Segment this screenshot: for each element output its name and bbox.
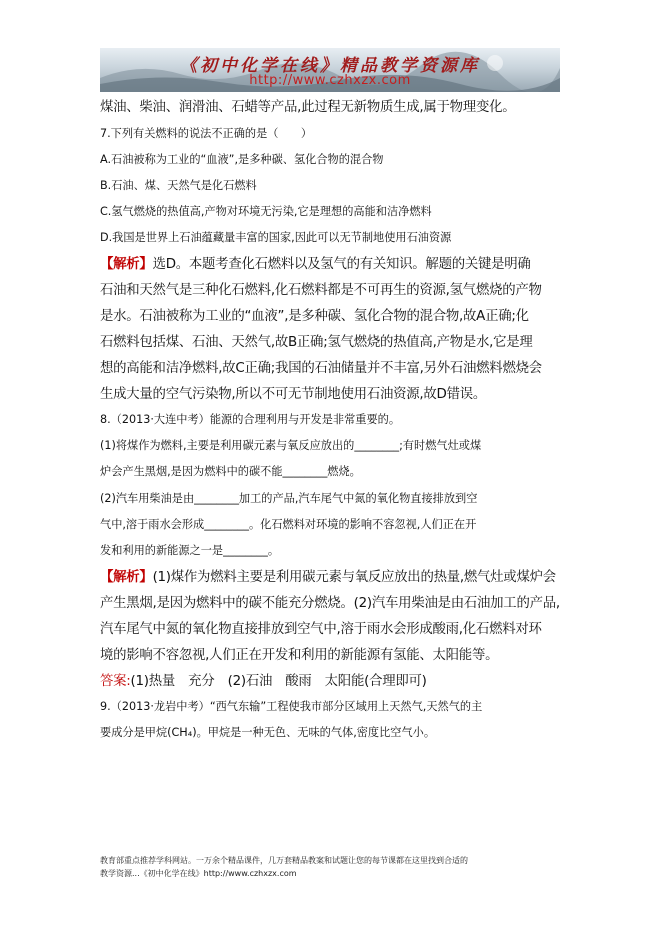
question-8-line: (1)将煤作为燃料,主要是利用碳元素与氧反应放出的________;有时燃气灶或煤 (100, 439, 482, 452)
analysis-label: 【解析】 (100, 570, 153, 585)
analysis-2-line (100, 566, 556, 585)
header-banner (100, 48, 560, 92)
option-d: D.我国是世界上石油蕴藏量丰富的国家,因此可以无节制地使用石油资源 (100, 231, 452, 244)
analysis-label: 【解析】 (100, 257, 153, 272)
banner-url[interactable]: http://www.czhxzx.com (249, 73, 411, 88)
option-b: B.石油、煤、天然气是化石燃料 (100, 179, 257, 192)
analysis-2-line: 产生黑烟,是因为燃料中的碳不能充分燃烧。(2)汽车用柴油是由石油加工的产品, (100, 596, 560, 611)
question-8-line: 气中,溶于雨水会形成________。化石燃料对环境的影响不容忽视,人们正在开 (100, 518, 477, 531)
analysis-1-line: 石油和天然气是三种化石燃料,化石燃料都是不可再生的资源,氢气燃烧的产物 (100, 283, 542, 298)
analysis-1-line (100, 253, 531, 272)
question-8-line: 发和利用的新能源之一是________。 (100, 544, 280, 557)
answer-label: 答案: (100, 674, 131, 689)
analysis-2-text: (1)煤作为燃料主要是利用碳元素与氧反应放出的热量,燃气灶或煤炉会 (152, 570, 556, 585)
analysis-2-line: 境的影响不容忽视,人们正在开发和利用的新能源有氢能、太阳能等。 (100, 648, 499, 663)
banner-title: 《初中化学在线》精品教学资源库 (180, 56, 480, 76)
question-8-line: (2)汽车用柴油是由________加工的产品,汽车尾气中氮的氧化物直接排放到空 (100, 492, 478, 505)
analysis-1-line: 生成大量的空气污染物,所以不可无节制地使用石油资源,故D错误。 (100, 387, 487, 402)
footer-line: 教育部重点推荐学科网站。一万余个精品课件，几万套精品教案和试题让您的每节课都在这里找到合适的 (100, 856, 468, 865)
question-8: 8.（2013·大连中考）能源的合理利用与开发是非常重要的。 (100, 413, 401, 426)
answer-line (100, 670, 427, 689)
question-9: 9.（2013·龙岩中考）“西气东输”工程使我市部分区域用上天然气,天然气的主 (100, 700, 483, 713)
text-line: 煤油、柴油、润滑油、石蜡等产品,此过程无新物质生成,属于物理变化。 (100, 100, 516, 115)
analysis-1-line: 想的高能和洁净燃料,故C正确;我国的石油储量并不丰富,另外石油燃料燃烧会 (100, 361, 542, 376)
footer-line: 教学资源...《初中化学在线》http://www.czhxzx.com (100, 869, 297, 878)
option-a: A.石油被称为工业的“血液”,是多种碳、氢化合物的混合物 (100, 153, 384, 166)
analysis-1-line: 是水。石油被称为工业的“血液”,是多种碳、氢化合物的混合物,故A正确;化 (100, 309, 529, 324)
analysis-1-text: 选D。本题考查化石燃料以及氢气的有关知识。解题的关键是明确 (152, 257, 531, 272)
answer-text: (1)热量 充分 (2)石油 酸雨 太阳能(合理即可) (130, 674, 427, 689)
question-9-line: 要成分是甲烷(CH₄)。甲烷是一种无色、无味的气体,密度比空气小。 (100, 726, 436, 739)
analysis-2-line: 汽车尾气中氮的氧化物直接排放到空气中,溶于雨水会形成酸雨,化石燃料对环 (100, 622, 542, 637)
option-c: C.氢气燃烧的热值高,产物对环境无污染,它是理想的高能和洁净燃料 (100, 205, 432, 218)
question-8-line: 炉会产生黑烟,是因为燃料中的碳不能________燃烧。 (100, 465, 361, 478)
question-7: 7.下列有关燃料的说法不正确的是（ ） (100, 127, 313, 140)
analysis-1-line: 石燃料包括煤、石油、天然气,故B正确;氢气燃烧的热值高,产物是水,它是理 (100, 335, 533, 350)
